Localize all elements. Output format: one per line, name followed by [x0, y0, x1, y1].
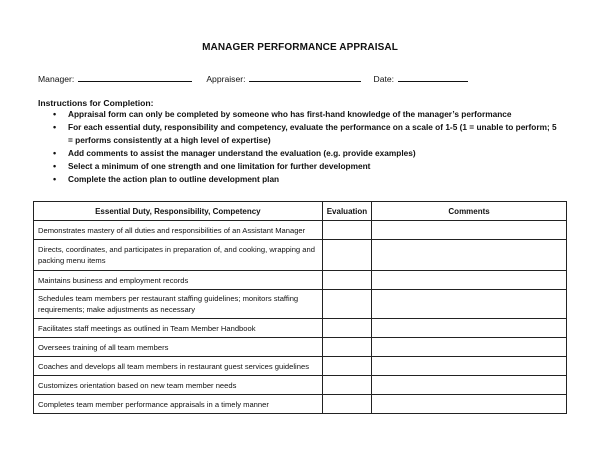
duty-cell: Oversees training of all team members [34, 338, 323, 357]
table-row [34, 319, 567, 338]
comments-cell[interactable] [372, 338, 567, 357]
table-row [34, 240, 567, 271]
comments-cell[interactable] [372, 376, 567, 395]
instruction-item: • Add comments to assist the manager understand the evaluation (e.g. provide examples) [53, 148, 416, 158]
manager-field[interactable] [38, 72, 192, 84]
evaluation-cell[interactable] [322, 376, 371, 395]
manager-blank-line[interactable] [78, 72, 192, 82]
duty-cell: Schedules team members per restaurant staffing guidelines; monitors staffing requirements; make adjustments as necessary [34, 290, 323, 319]
manager-label: Manager: [38, 74, 75, 84]
bullet-icon: • [53, 122, 57, 132]
evaluation-cell[interactable] [322, 338, 371, 357]
date-blank-line[interactable] [398, 72, 468, 82]
table-row [34, 395, 567, 414]
duty-cell: Customizes orientation based on new team member needs [34, 376, 323, 395]
duty-cell: Coaches and develops all team members in restaurant guest services guidelines [34, 357, 323, 376]
appraiser-blank-line[interactable] [249, 72, 361, 82]
duty-cell: Demonstrates mastery of all duties and responsibilities of an Assistant Manager [34, 221, 323, 240]
instructions-heading: Instructions for Completion: [38, 98, 154, 108]
bullet-icon: • [53, 161, 57, 171]
header-fields [38, 72, 468, 84]
evaluation-column-header: Evaluation [322, 202, 371, 221]
duty-cell: Maintains business and employment records [34, 271, 323, 290]
evaluation-cell[interactable] [322, 271, 371, 290]
evaluation-cell[interactable] [322, 395, 371, 414]
duty-cell: Directs, coordinates, and participates in preparation of, and cooking, wrapping and packing menu items [34, 240, 323, 271]
page-title: MANAGER PERFORMANCE APPRAISAL [202, 42, 398, 53]
bullet-icon: • [53, 109, 57, 119]
instruction-item: • Complete the action plan to outline development plan [53, 174, 280, 184]
comments-cell[interactable] [372, 290, 567, 319]
evaluation-cell[interactable] [322, 290, 371, 319]
date-label: Date: [373, 74, 395, 84]
instruction-item: • Appraisal form can only be completed by someone who has first-hand knowledge of the manager’s performance [53, 109, 512, 119]
appraiser-field[interactable] [206, 72, 361, 84]
evaluation-cell[interactable] [322, 357, 371, 376]
table-row [34, 338, 567, 357]
bullet-icon: • [53, 148, 57, 158]
comments-column-header: Comments [372, 202, 567, 221]
duty-cell: Completes team member performance appraisals in a timely manner [34, 395, 323, 414]
comments-cell[interactable] [372, 221, 567, 240]
bullet-icon: • [53, 174, 57, 184]
duty-column-header: Essential Duty, Responsibility, Competency [34, 202, 323, 221]
comments-cell[interactable] [372, 271, 567, 290]
evaluation-cell[interactable] [322, 221, 371, 240]
duty-cell: Facilitates staff meetings as outlined in Team Member Handbook [34, 319, 323, 338]
table-header-row [34, 202, 567, 221]
appraisal-table [33, 201, 567, 414]
evaluation-cell[interactable] [322, 240, 371, 271]
comments-cell[interactable] [372, 395, 567, 414]
appraiser-label: Appraiser: [206, 74, 246, 84]
instruction-item: • For each essential duty, responsibility and competency, evaluate the performance on a scale of 1-5 (1 = unable to perform; 5 = performs consistently at a high level of expertise) [53, 122, 557, 145]
date-field[interactable] [373, 72, 468, 84]
comments-cell[interactable] [372, 240, 567, 271]
table-row [34, 221, 567, 240]
table-row [34, 376, 567, 395]
instruction-item: • Select a minimum of one strength and one limitation for further development [53, 161, 371, 171]
instructions-list [38, 108, 558, 186]
evaluation-cell[interactable] [322, 319, 371, 338]
table-row [34, 290, 567, 319]
table-row [34, 271, 567, 290]
comments-cell[interactable] [372, 319, 567, 338]
table-row [34, 357, 567, 376]
comments-cell[interactable] [372, 357, 567, 376]
